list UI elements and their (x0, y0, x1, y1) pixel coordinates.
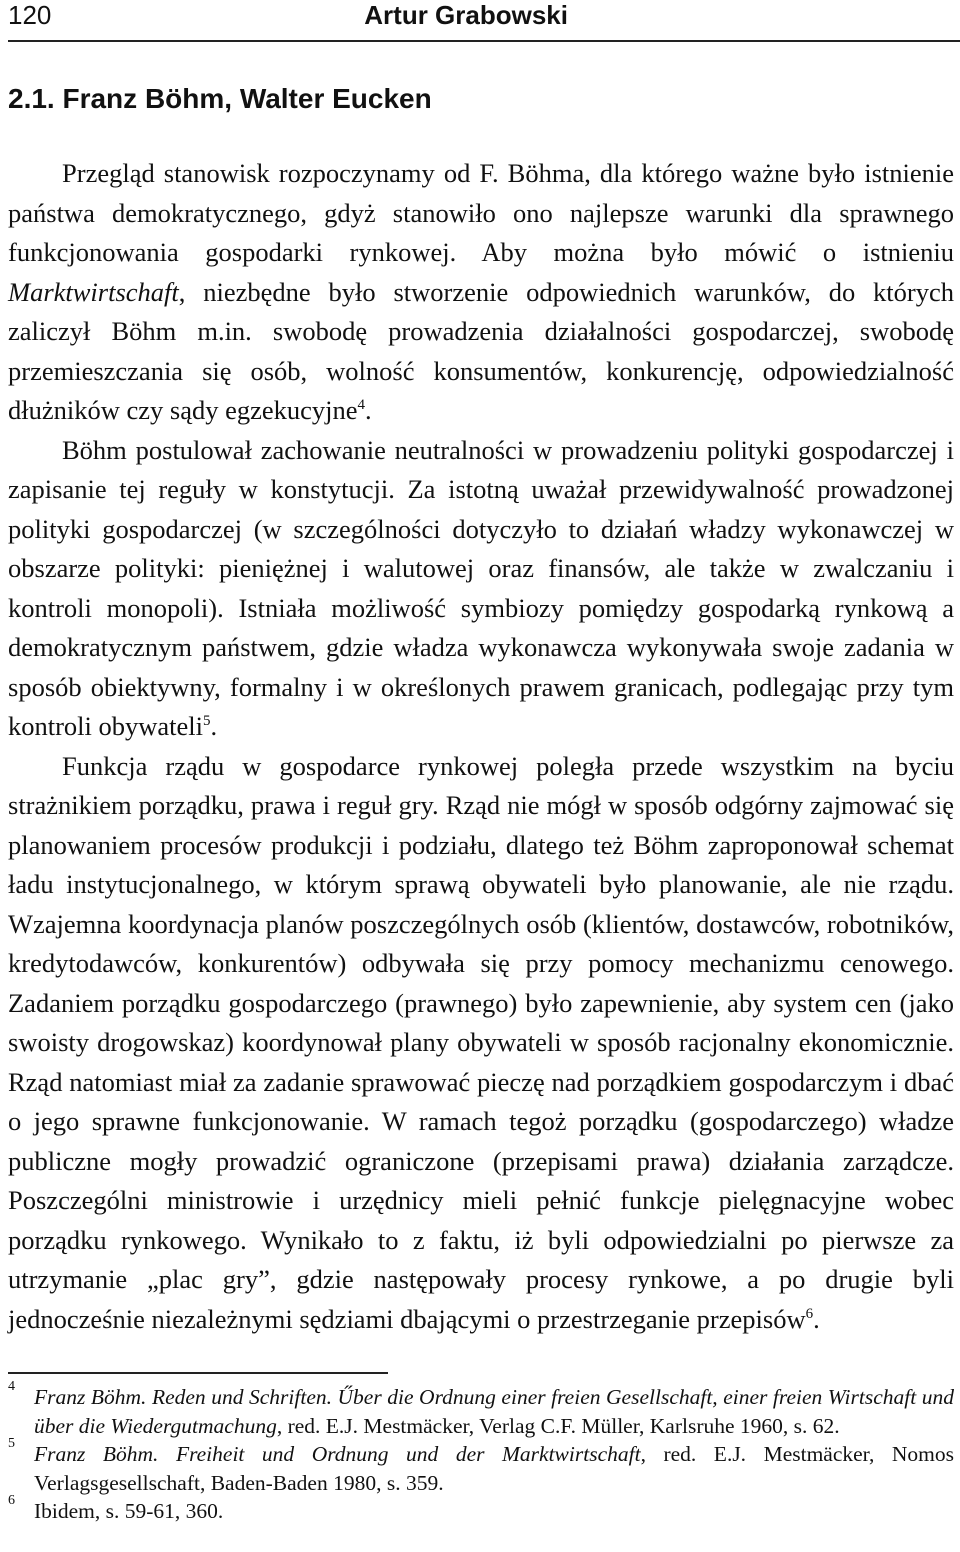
footnote-4 (8, 1379, 954, 1440)
footnote-text: , red. E.J. Mestmäcker, Verlag C.F. Müller, Karlsruhe 1960, s. 62. (276, 1413, 840, 1438)
paragraph-2 (8, 431, 954, 747)
paragraph-3 (8, 747, 954, 1340)
footnote-title: Franz Böhm. Freiheit und Ordnung und der Marktwirtschaft (34, 1442, 641, 1466)
paragraph-text: Przegląd stanowisk rozpoczynamy od F. Böhma, dla którego ważne było istnienie państwa demokratycznego, gdyż stanowiło ono najlepsze warunki dla sprawnego funkcjonowania gospodarki rynkowej. Aby można było mówić o istnieniu (8, 158, 954, 267)
section-title: 2.1. Franz Böhm, Walter Eucken (8, 83, 432, 114)
paragraph-text: Böhm postulował zachowanie neutralności w prowadzeniu polityki gospodarczej i zapisanie tej reguły w konstytucji. Za istotną uważał przewidywalność prowadzonej polityki gospodarczej (w szczególności dotyczyło to działań władzy wykonawczej w obszarze polityki: pieniężnej i walutowej oraz finansów, ale także w zwalczaniu i kontroli monopoli). Istniała możliwość symbiozy pomiędzy gospodarką rynkową a demokratycznym państwem, gdzie władza wykonawcza wykonywała swoje zadania w sposób obiektywny, formalny i w określonych prawem granicach, podlegając przy tym kontroli obywateli (8, 434, 954, 741)
paragraph-text: , niezbędne było stworzenie odpowiednich warunków, do których zaliczył Böhm m.in. swobodę prowadzenia działalności gospodarczej, swobodę przemieszczania się osób, wolność konsumentów, konkurencję, odpowiedzialność dłużników czy sądy egzekucyjne (8, 276, 954, 425)
footnote-6 (8, 1493, 954, 1526)
footnote-number: 4 (8, 1379, 15, 1394)
paragraph-text: . (813, 1303, 820, 1334)
footnote-ref[interactable]: 6 (805, 1305, 814, 1322)
footnote-text: Ibidem, s. 59-61, 360. (34, 1499, 224, 1523)
footnote-divider (8, 1372, 388, 1374)
paragraph-1 (8, 154, 954, 431)
footnotes (8, 1379, 954, 1526)
body-text (8, 154, 954, 1339)
footnote-title: Franz Böhm. Reden und Schriften. Űber die Ordnung einer freien Gesellschaft, einer freien Wirtschaft und über die Wiedergutmachung (34, 1385, 954, 1438)
italic-term: Marktwirtschaft (8, 276, 179, 307)
footnote-5 (8, 1436, 954, 1497)
footnote-number: 6 (8, 1493, 15, 1508)
footnote-text: , red. E.J. Mestmäcker, Nomos Verlagsgesellschaft, Baden-Baden 1980, s. 359. (34, 1442, 954, 1495)
footnote-ref[interactable]: 4 (357, 397, 366, 413)
running-header (8, 0, 960, 42)
paragraph-text: Funkcja rządu w gospodarce rynkowej poległa przede wszystkim na byciu strażnikiem porządku, prawa i reguł gry. Rząd nie mógł w sposób odgórny zajmować się planowaniem procesów produkcji i podziału, dlatego też Böhm zaproponował schemat ładu instytucjonalnego, w którym sprawą obywateli było planowanie, ale nie rządu. Wzajemna koordynacja planów poszczególnych osób (klientów, dostawców, robotników, kredytodawców, konkurentów) odbywała się przy pomocy mechanizmu cenowego. Zadaniem porządku gospodarczego (prawnego) było zapewnienie, aby system cen (jako swoisty drogowskaz) koordynował plany obywateli w sposób racjonalny ekonomicznie. Rząd natomiast miał za zadanie sprawować pieczę nad porządkiem gospodarczym i dbać o jego sprawne funkcjonowanie. W ramach tegoż porządku (gospodarczego) władze publiczne mogły prowadzić ograniczone (przepisami prawa) działania zarządcze. Poszczególni ministrowie i urzędnicy mieli pełnić funkcje pielęgnacyjne wobec porządku rynkowego. Wynikało to z faktu, iż byli odpowiedzialni po pierwsze za utrzymanie „plac gry”, gdzie następowały procesy rynkowe, a po drugie byli jednocześnie niezależnymi sędziami dbającymi o przestrzeganie przepisów (8, 750, 954, 1334)
footnote-ref[interactable]: 5 (203, 713, 211, 729)
paragraph-text: . (210, 711, 218, 741)
footnote-number: 5 (8, 1436, 15, 1451)
page-number: 120 (8, 0, 52, 30)
running-head-author: Artur Grabowski (364, 0, 568, 30)
paragraph-text: . (365, 395, 372, 425)
